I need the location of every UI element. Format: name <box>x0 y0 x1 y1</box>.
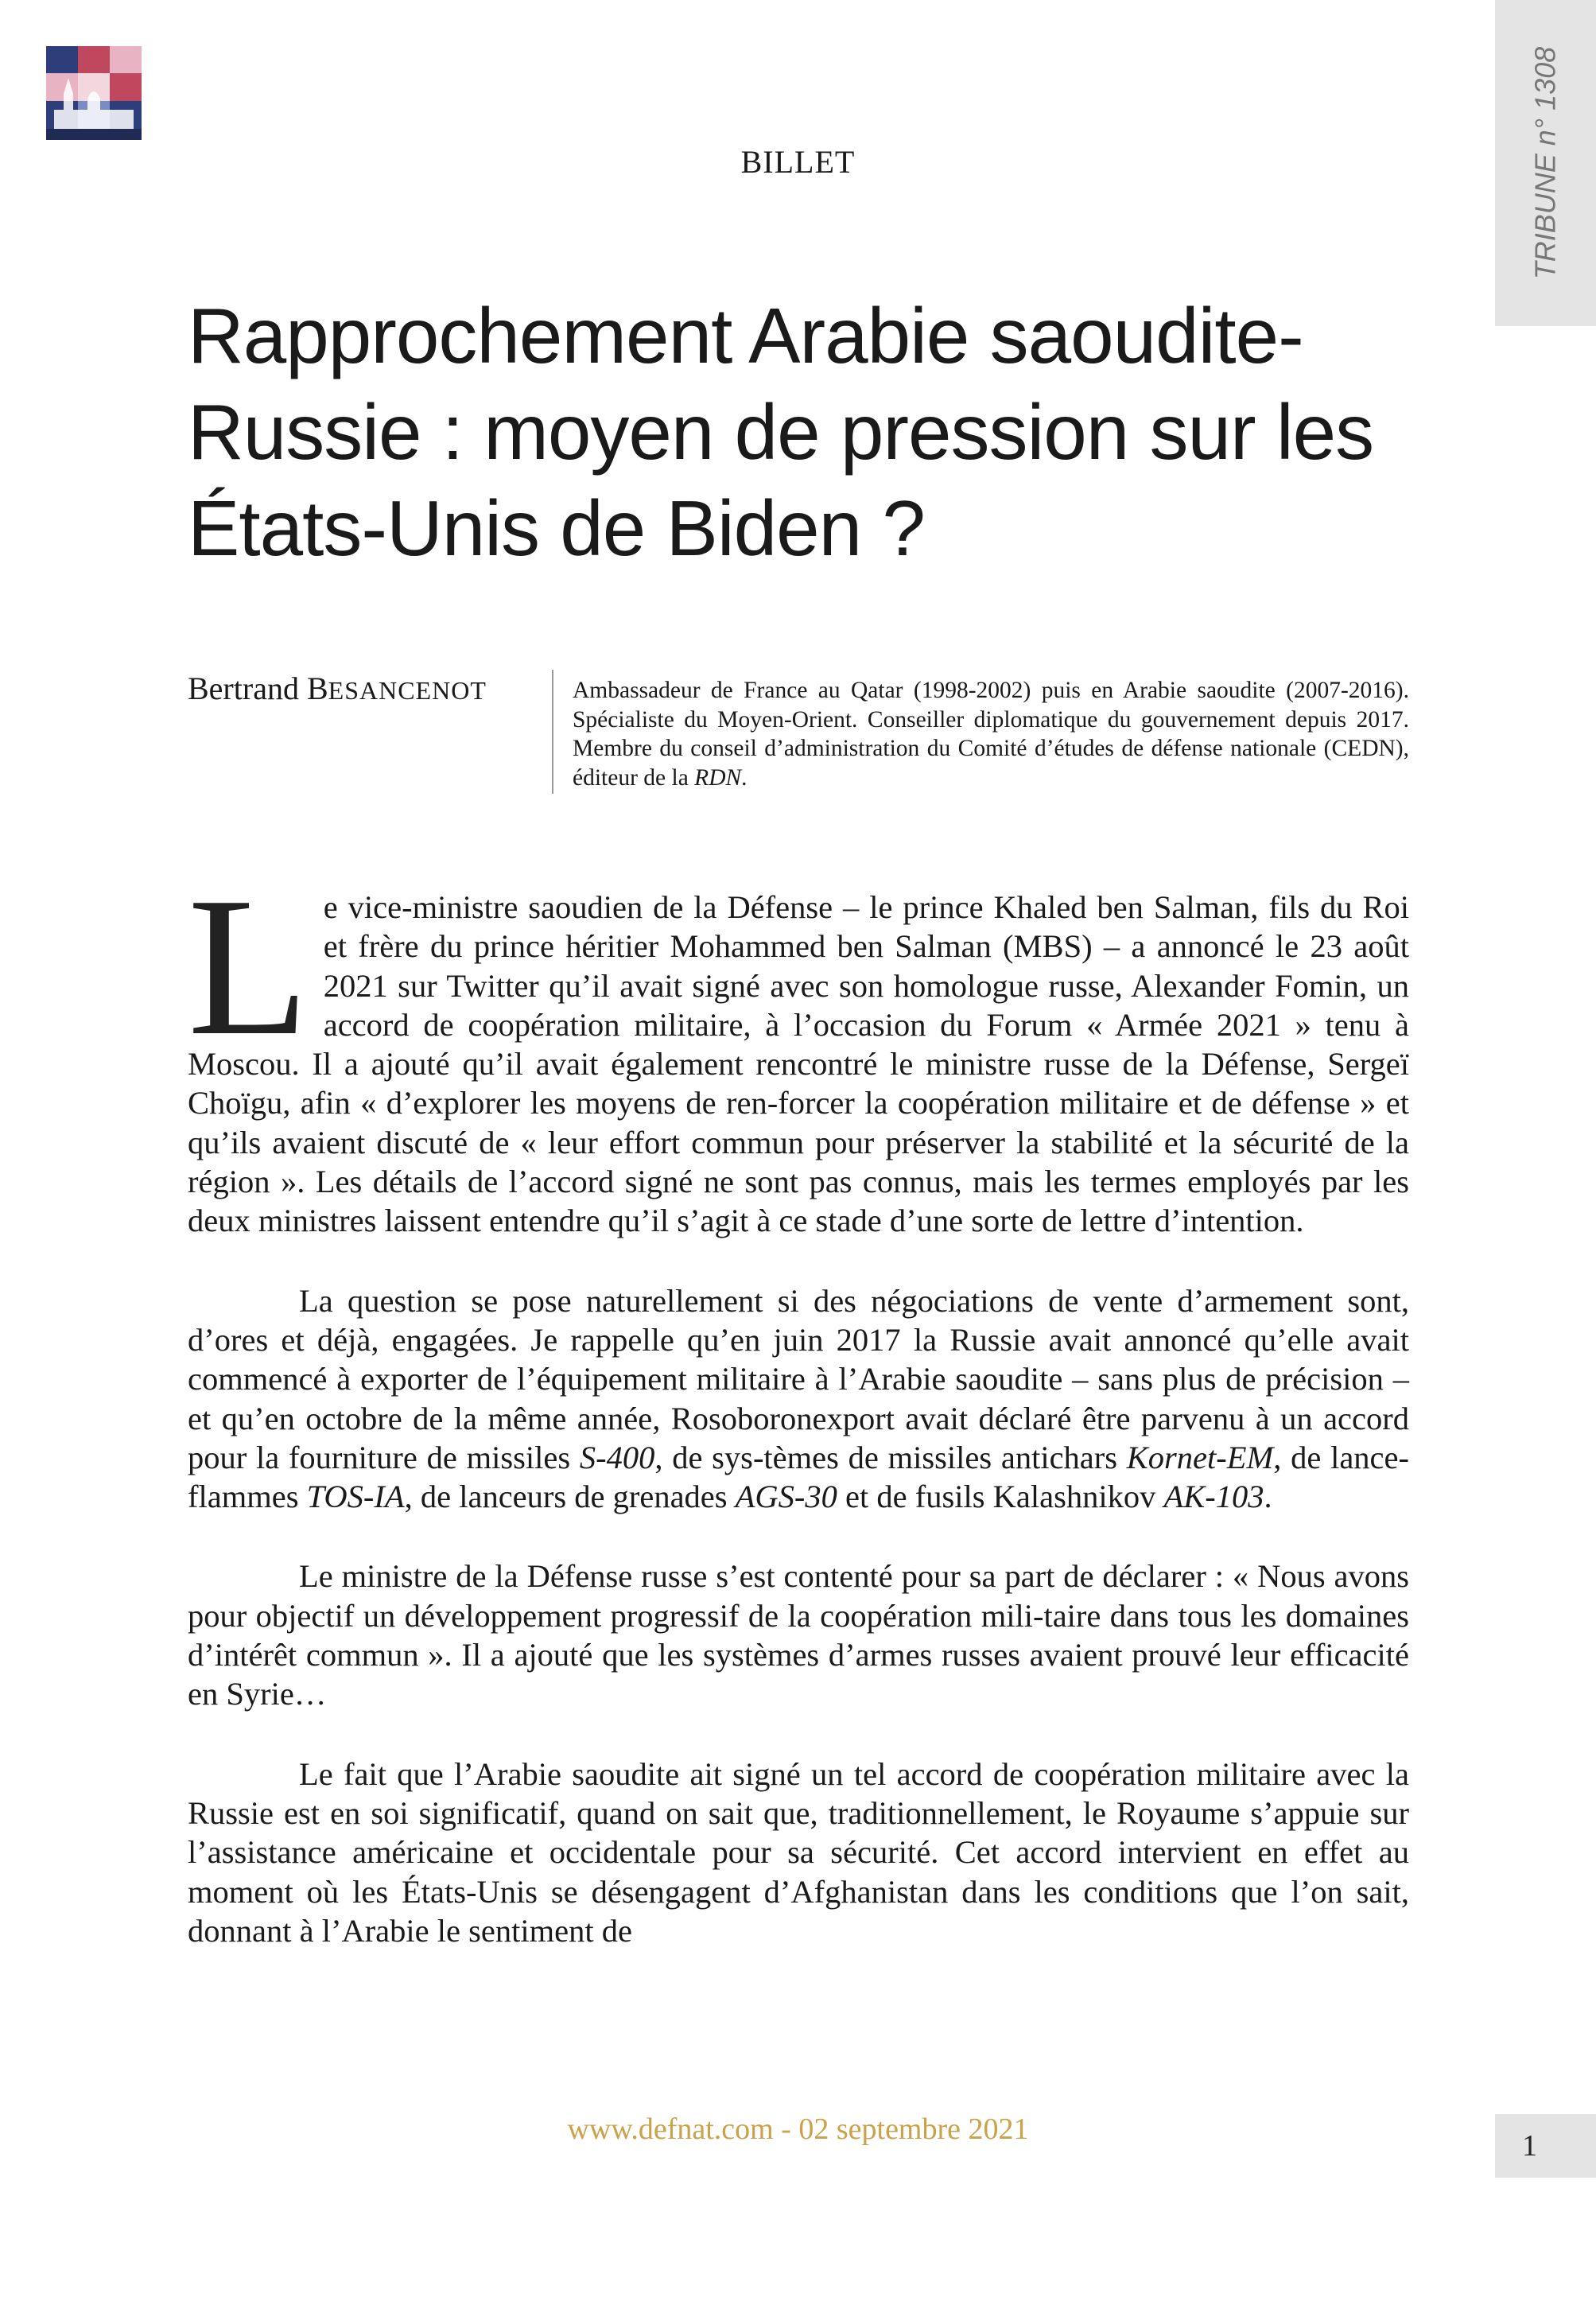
article-title: Rapprochement Arabie saoudite-Russie : moyen de pression sur les États-Unis de Biden ? <box>188 292 1374 572</box>
paragraph-2 <box>188 1281 1409 1517</box>
footer-url-date[interactable]: www.defnat.com - 02 septembre 2021 <box>567 2112 1029 2146</box>
author-last-name: ESANCENOT <box>328 676 487 705</box>
publisher-logo <box>46 46 142 140</box>
p2-italic-1: S-400 <box>579 1439 655 1475</box>
section-label: BILLET <box>740 144 856 180</box>
p2-text-2: , de sys-tèmes de missiles antichars <box>654 1439 1127 1475</box>
article-body <box>188 857 1409 1991</box>
p2-italic-3: TOS-IA <box>306 1479 405 1515</box>
p2-text-1: La question se pose naturellement si des négociations de vente d’armement sont, d’ores et déjà, engagées. Je rappelle qu’en juin 2017 la Russie avait annoncé qu’elle avait commencé à exporter de l’équipement militaire à l’Arabie saoudite – sans plus de précision – et qu’en octobre de la même année, Rosoboronexport avait déclaré être parvenu à un accord pour la fourniture de missiles <box>188 1282 1409 1475</box>
author-bio <box>573 676 1409 792</box>
page-number: 1 <box>1522 2129 1537 2163</box>
tribune-label: TRIBUNE n° 1308 <box>1528 46 1562 280</box>
p2-text-6: . <box>1264 1479 1272 1515</box>
author-divider <box>552 670 553 794</box>
p2-text-5: et de fusils Kalashnikov <box>837 1479 1164 1515</box>
p2-italic-2: Kornet-EM <box>1126 1439 1274 1475</box>
p2-italic-5: AK-103 <box>1163 1479 1264 1515</box>
author-first-name: Bertrand <box>188 670 307 706</box>
paragraph-3: Le ministre de la Défense russe s’est contenté pour sa part de déclarer : « Nous avons pour objectif un développement progressif de la coopération mili-taire dans tous les domaines d’intérêt commun ». Il a ajouté que les systèmes d’armes russes avaient prouvé leur efficacité en Syrie… <box>188 1558 1409 1712</box>
paragraph-1-text: e vice-ministre saoudien de la Défense – le prince Khaled ben Salman, fils du Roi et frère du prince héritier Mohammed ben Salman (MBS) – a annoncé le 23 août 2021 sur Twitter qu’il avait signé avec son homologue russe, Alexander Fomin, un accord de coopération militaire, à l’occasion du Forum « Armée 2021 » tenu à Moscou. Il a ajouté qu’il avait également rencontré le ministre russe de la Défense, Sergeï Choïgu, afin « d’explorer les moyens de ren-forcer la coopération militaire et de défense » et qu’ils avaient discuté de « leur effort commun pour préserver la stabilité et la sécurité de la région ». Les détails de l’accord signé ne sont pas connus, mais les termes employés par les deux ministres laissent entendre qu’il s’agit à ce stade d’une sorte de lettre d’intention. <box>188 889 1409 1239</box>
page-number-box <box>1495 2114 1596 2178</box>
paragraph-1 <box>188 857 1409 1241</box>
p2-text-4: , de lanceurs de grenades <box>404 1479 736 1515</box>
bio-text: Ambassadeur de France au Qatar (1998-2002) puis en Arabie saoudite (2007-2016). Spécialiste du Moyen-Orient. Conseiller diplomatique du gouvernement depuis 2017. Membre du conseil d’administration du Comité d’études de défense nationale (CEDN), éditeur de la <box>573 678 1409 791</box>
bio-end: . <box>741 764 748 791</box>
bio-italic: RDN <box>694 764 742 791</box>
author-name <box>188 670 487 707</box>
p2-italic-4: AGS-30 <box>735 1479 837 1515</box>
drop-cap: L <box>188 857 309 1077</box>
logo-graphic <box>46 46 142 140</box>
author-last-initial: B <box>306 670 328 706</box>
paragraph-4: Le fait que l’Arabie saoudite ait signé un tel accord de coopération militaire avec la Russie est en soi significatif, quand on sait que, traditionnellement, le Royaume s’appuie sur l’assistance américaine et occidentale pour sa sécurité. Cet accord intervient en effet au moment où les États-Unis se désengagent d’Afghanistan dans les conditions que l’on sait, donnant à l’Arabie le sentiment de <box>188 1755 1409 1949</box>
p2-text-3: , de lance-flammes <box>188 1439 1409 1515</box>
